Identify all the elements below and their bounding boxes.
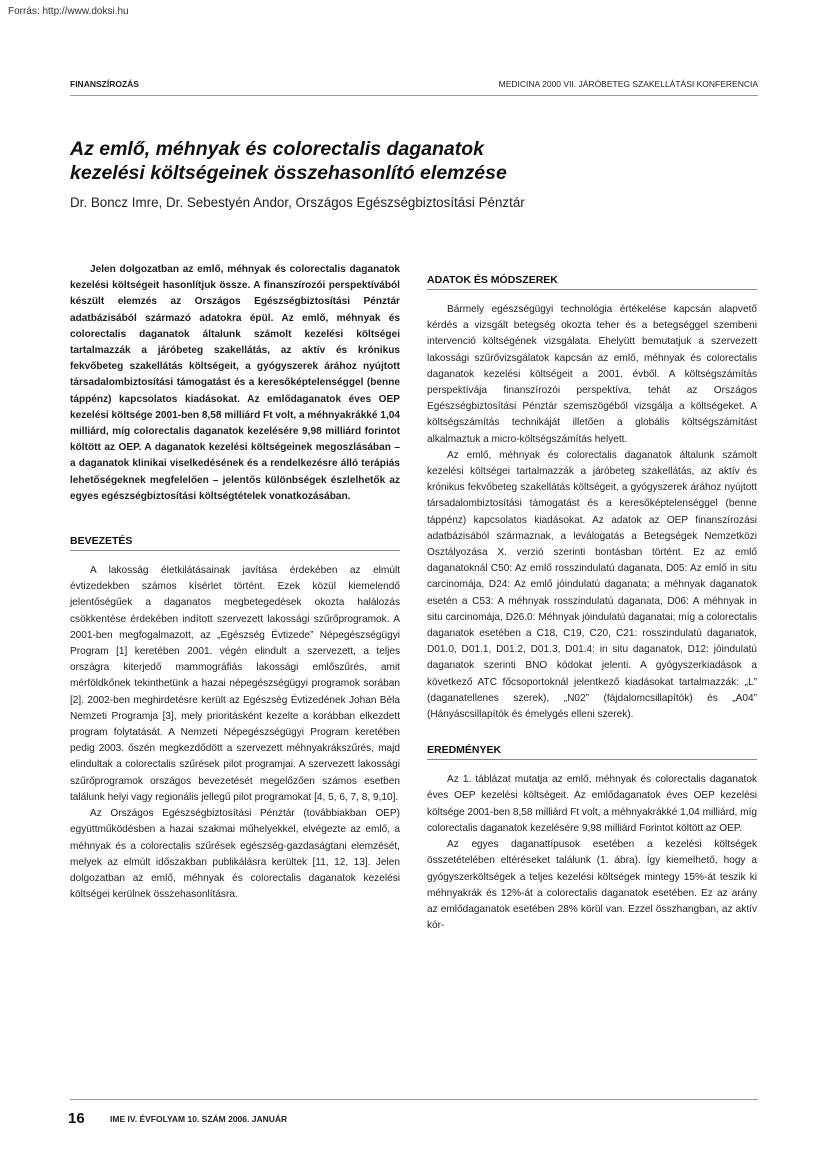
abstract: Jelen dolgozatban az emlő, méhnyak és colorectalis daganatok kezelési költségeit hasonlítjuk össze. A finanszírozói perspektívából készült elemzés az Országos Egészségbiztosítási Pénztár adatbázisából származó adatokra épül. Az emlő, méhnyak és colorectalis daganatok általunk számolt kezelési költségei tartalmazzák a járóbeteg szakellátás, az aktív és krónikus fekvőbeteg szakellátás költségeit, a gyógyszerek árához nyújtott társadalombiztosítási támogatást és a keresőképtelenséggel (benne táppénz) kapcsolatos kiadásokat. Az emlődaganatok éves OEP kezelési költsége 2001-ben 8,58 milliárd Ft volt, a méhnyakrákké 1,04 milliárd, míg colorectalis daganatok kezelésére 9,98 milliárd forintot költött az OEP. A daganatok kezelési költségeinek megoszlásában – a daganatok klinikai viselkedésének és a rendelkezésre álló terápiás lehetőségeknek megfelelően – jelentős különbségek észlelhetők az egyes egészségbiztosítási költségtételek vonatkozásában. [70, 264, 400, 502]
article-title [70, 137, 758, 185]
page-number: 16 [68, 1110, 85, 1127]
section-heading-adatok: ADATOK ÉS MÓDSZEREK [427, 273, 757, 290]
paragraph: Az egyes daganattípusok esetében a kezelési költségek összetételében eltéréseket találunk (1. ábra). Így kiemelhető, hogy a gyógyszerköltségek a teljes kezelési költségek mintegy 15%-át teszik ki méhnyakrák és 12%-át a colorectalis daganatok esetében. Ez az arány az emlődaganatok esetében 28% körül van. Ezzel összhangban, az aktív kór- [427, 839, 757, 932]
section-heading-bevezetes: BEVEZETÉS [70, 534, 400, 551]
author-line: Dr. Boncz Imre, Dr. Sebestyén Andor, Országos Egészségbiztosítási Pénztár [70, 195, 525, 210]
title-line-2: kezelési költségeinek összehasonlító elemzése [70, 162, 507, 184]
right-column [427, 273, 757, 934]
journal-info: IME IV. ÉVFOLYAM 10. SZÁM 2006. JANUÁR [110, 1114, 288, 1124]
footer-divider [70, 1099, 758, 1100]
conference-label: MEDICINA 2000 VII. JÁRÓBETEG SZAKELLÁTÁSI KONFERENCIA [498, 79, 758, 89]
paragraph: Az emlő, méhnyak és colorectalis daganatok általunk számolt kezelési költségei tartalmazzák a járóbeteg szakellátás, az aktív és krónikus fekvőbeteg szakellátás költségeit, a gyógyszerek árához nyújtott társadalombiztosítási támogatást és a keresőképtelenséggel (benne táppénz) kapcsolatos kiadásokat. Az adatok az OEP finanszírozási adatbázisából származnak, a leválogatás a Betegségek Nemzetközi Osztályozása X. verzió szerinti bontásban történt. Ez az emlő daganatoknál C50: Az emlő rosszindulatú daganata, D05: Az emlő in situ carcinomája, D24: Az emlő jóindulatú daganata; a méhnyak daganatok esetén a C53: A méhnyak rosszindulatú daganata, D06: A méhnyak in situ carcinomája, D26.0: Méhnyak jóindulatú daganatai; míg a colorectalis daganatok esetében a C18, C19, C20, C21: rosszindulatú daganatok, D01.0, D01.1, D01.2, D01.3, D01.4: in situ daganatok, D12: jóindulatú daganatok szerinti BNO kódokat jelenti. A gyógyszerkiadások a következő ATC főcsoportoknál jelentkező kiadásokat tartalmazzák: „L” (daganatellenes szerek), „N02” (fájdalomcsillapítók) és „A04” (Hányáscsillapítók és émelygés elleni szerek). [427, 449, 757, 721]
header-divider [70, 95, 758, 96]
source-note: Forrás: http://www.doksi.hu [8, 6, 129, 17]
paragraph: Bármely egészségügyi technológia értékelése kapcsán alapvető kérdés a vizsgált betegség okozta teher és a betegséggel szembeni intervenció költségének vizsgálata. Ehelyütt bemutatjuk a szervezett lakossági szűrővizsgálatok kapcsán az emlő, méhnyak és colorectalis daganatok kezelési költségeit a 2001. évből. A költségszámítás perspektívája finanszírozói perspektíva, tehát az Országos Egészségbiztosítási Pénztár szemszögéből vizsgálja a költségeket. A költségszámítás technikáját illetően a globális költségszámítást alkalmaztuk a micro-költségszámítás helyett. [427, 304, 757, 445]
title-line-1: Az emlő, méhnyak és colorectalis daganatok [70, 138, 484, 160]
section-heading-eredmenyek: EREDMÉNYEK [427, 743, 757, 760]
section-label: FINANSZÍROZÁS [70, 79, 139, 89]
paragraph: Az 1. táblázat mutatja az emlő, méhnyak és colorectalis daganatok éves OEP kezelési költségeit. Az emlődaganatok éves OEP kezelési költsége 2001-ben 8,58 milliárd Ft volt, a méhnyakrákké 1,04 milliárd, míg colorectalis daganatok kezelésére 9,98 milliárd Forintot költött az OEP. [427, 774, 757, 834]
paragraph: A lakosság életkilátásainak javítása érdekében az elmúlt évtizedekben számos kísérlet történt. Ezek közül kiemelendő jelentőségűek a daganatos megbetegedések okozta halálozás csökkentése érdekében indított szervezett lakossági szűrőprogramok. A 2001-ben megfogalmazott, az „Egészség Évtizede” Népegészségügyi Program [1] keretében 2001. végén elindult a szervezett, a teljes országra kiterjedő mammográfiás lakossági emlőszűrés, amit mérföldkőnek tekinthetünk a hazai népegészségügyi programok sorában [2]. 2002-ben meghirdetésre került az Egészség Évtizedének Johan Béla Nemzeti Programja [3], mely prioritásként kezelte a korábban elkezdett program folytatását. A Nemzeti Népegészségügyi Program keretében pedig 2003. őszén megkezdődött a szervezett méhnyakrákszűrés, majd elindultak a colorectalis szűrések pilot programjai. A szervezett lakossági szűrőprogramok országos bevezetését megelőzően számos esetben találunk helyi vagy regionális jellegű pilot programokat [4, 5, 6, 7, 8, 9,10]. [70, 565, 400, 803]
running-header [70, 79, 758, 89]
left-column [70, 262, 400, 903]
paragraph: Az Országos Egészségbiztosítási Pénztár (továbbiakban OEP) együttműködésben a hazai szakmai műhelyekkel, elvégezte az emlő, a méhnyak és a colorectalis szűrések egészség-gazdaságtani elemzését, melyek az elmúlt időszakban publikálásra kerültek [11, 12, 13]. Jelen dolgozatban az emlő, méhnyak és colorectalis daganatok kezelési költségei kerülnek összehasonlításra. [70, 808, 400, 901]
